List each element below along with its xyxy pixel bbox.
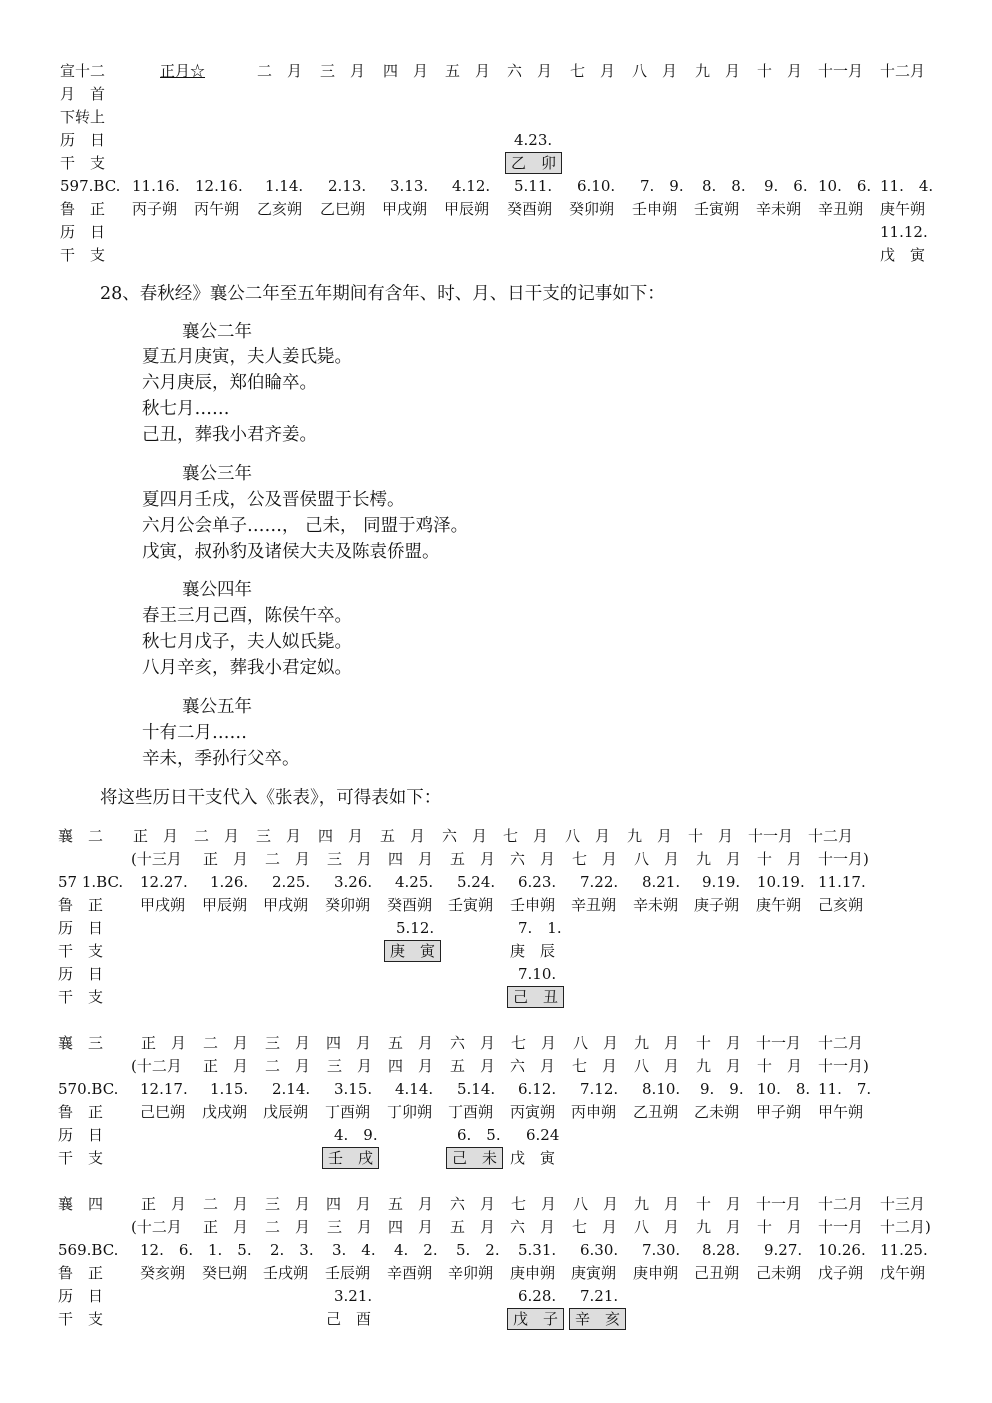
month-cell: 正 月 (203, 1218, 249, 1236)
month-cell: 六 月 (510, 1218, 556, 1236)
date-cell: 9. 9. (700, 1080, 744, 1098)
shuo-cell: 庚午朔 (880, 200, 926, 218)
row-label: 鲁 正 (60, 200, 106, 218)
date-cell: 12.17. (140, 1080, 188, 1098)
month-cell: 十一月) (818, 850, 869, 868)
month-cell: 六 月 (450, 1195, 496, 1213)
date-cell: 6.10. (577, 177, 616, 195)
month-cell: 七 月 (572, 1218, 618, 1236)
date-cell: 4. 2. (394, 1241, 438, 1259)
row-label: 干 支 (58, 988, 104, 1006)
row-label: 干 支 (60, 154, 106, 172)
date-row (0, 1078, 992, 1100)
month-cell: 三 月 (320, 62, 366, 80)
month-cell: 四 月 (383, 62, 429, 80)
month-cell: 六 月 (507, 62, 553, 80)
month-cell: 二 月 (265, 850, 311, 868)
shuo-cell: 壬辰朔 (325, 1264, 371, 1282)
date-cell: 7.22. (580, 873, 619, 891)
date-cell: 12.16. (195, 177, 243, 195)
month-cell: 十一月 (756, 1195, 802, 1213)
shuo-row (0, 198, 992, 220)
row-label: 月 首 (60, 85, 106, 103)
shuo-cell: 辛酉朔 (387, 1264, 433, 1282)
year-cell: 57 1.BC. (58, 873, 124, 891)
month-cell: 九 月 (696, 1057, 742, 1075)
shuo-cell: 癸亥朔 (140, 1264, 186, 1282)
date-cell: 4.12. (452, 177, 491, 195)
month-cell: 十 月 (696, 1195, 742, 1213)
date-cell: 3.15. (334, 1080, 373, 1098)
date-cell: 9.19. (702, 873, 741, 891)
section-title: 襄公二年 (182, 322, 252, 342)
date-cell: 7.12. (580, 1080, 619, 1098)
shuo-cell: 庚子朔 (694, 896, 740, 914)
ganzhi-cell: 己 酉 (326, 1310, 372, 1328)
month-cell: 四 月 (388, 1057, 434, 1075)
month-cell: 八 月 (573, 1195, 619, 1213)
month-cell: 九 月 (634, 1195, 680, 1213)
date-cell: 11.25. (880, 1241, 928, 1259)
shuo-cell: 壬寅朔 (448, 896, 494, 914)
month-cell: 七 月 (570, 62, 616, 80)
shuo-cell: 辛未朔 (633, 896, 679, 914)
month-cell: 十 月 (757, 1057, 803, 1075)
date-cell: 1.14. (265, 177, 304, 195)
date-cell: 6.12. (518, 1080, 557, 1098)
ganzhi-boxed: 庚 寅 (384, 940, 441, 962)
month-cell: 二 月 (257, 62, 303, 80)
shuo-cell: 戊子朔 (818, 1264, 864, 1282)
shuo-cell: 癸酉朔 (387, 896, 433, 914)
year-label: 襄 三 (58, 1034, 104, 1052)
intro-paragraph: 28、春秋经》襄公二年至五年期间有含年、时、月、日干支的记事如下： (100, 284, 665, 304)
year-cell: 597.BC. (60, 177, 121, 195)
year-label: 襄 四 (58, 1195, 104, 1213)
shuo-cell: 戊午朔 (880, 1264, 926, 1282)
date-cell: 10.19. (757, 873, 805, 891)
shuo-cell: 戊辰朔 (263, 1103, 309, 1121)
shuo-cell: 壬申朔 (510, 896, 556, 914)
date-cell: 10. 6. (818, 177, 872, 195)
row-label: 干 支 (58, 1310, 104, 1328)
row-label: 鲁 正 (58, 1103, 104, 1121)
date-cell: 5.31. (518, 1241, 557, 1259)
shuo-cell: 丙申朔 (571, 1103, 617, 1121)
month-cell: 六 月 (450, 1034, 496, 1052)
shuo-cell: 己未朔 (756, 1264, 802, 1282)
month-cell: 二 月 (203, 1034, 249, 1052)
shuo-cell: 壬戌朔 (263, 1264, 309, 1282)
record-line: 春王三月己酉，陈侯午卒。 (142, 606, 352, 626)
month-cell: 八 月 (634, 850, 680, 868)
shuo-cell: 丁酉朔 (448, 1103, 494, 1121)
month-cell: 三 月 (265, 1034, 311, 1052)
month-cell: 四 月 (388, 850, 434, 868)
month-cell: 十二月 (818, 1034, 864, 1052)
date-cell: 7.30. (642, 1241, 681, 1259)
date-cell: 3.21. (334, 1287, 373, 1305)
row-label: 历 日 (58, 1126, 104, 1144)
shuo-cell: 丁酉朔 (325, 1103, 371, 1121)
date-cell: 6. 5. (457, 1126, 501, 1144)
date-cell: 3. 4. (332, 1241, 376, 1259)
month-cell: 十一月 (818, 1218, 864, 1236)
date-cell: 5. 2. (456, 1241, 500, 1259)
date-cell: 12.27. (140, 873, 188, 891)
month-cell: 十二月) (880, 1218, 931, 1236)
section-title: 襄公五年 (182, 697, 252, 717)
month-cell: 十二月 (808, 827, 854, 845)
shuo-cell: 癸酉朔 (507, 200, 553, 218)
date-cell: 7. 1. (518, 919, 562, 937)
date-cell: 3.13. (390, 177, 429, 195)
date-cell: 8.21. (642, 873, 681, 891)
month-cell: 四 月 (326, 1034, 372, 1052)
date-cell: 4.25. (395, 873, 434, 891)
month-cell: (十二月 (131, 1218, 182, 1236)
date-cell: 4.23. (514, 131, 553, 149)
date-cell: 8. 8. (702, 177, 746, 195)
record-line: 夏四月壬戌，公及晋侯盟于长樗。 (142, 490, 405, 510)
month-cell: 九 月 (696, 850, 742, 868)
month-cell: 十 月 (696, 1034, 742, 1052)
shuo-cell: 癸巳朔 (202, 1264, 248, 1282)
record-line: 八月辛亥，葬我小君定姒。 (142, 658, 352, 678)
shuo-cell: 癸卯朔 (569, 200, 615, 218)
month-cell: 十三月 (880, 1195, 926, 1213)
record-line: 秋七月…… (142, 399, 230, 419)
date-cell: 10.26. (818, 1241, 866, 1259)
shuo-cell: 壬寅朔 (694, 200, 740, 218)
ganzhi-boxed: 壬 戌 (322, 1147, 379, 1169)
month-cell: 十 月 (757, 62, 803, 80)
date-cell: 7.21. (580, 1287, 619, 1305)
month-cell: 正 月 (141, 1034, 187, 1052)
month-cell: 三 月 (256, 827, 302, 845)
year-cell: 569.BC. (58, 1241, 119, 1259)
record-line: 十有二月…… (142, 723, 247, 743)
shuo-cell: 辛丑朔 (571, 896, 617, 914)
record-line: 夏五月庚寅，夫人姜氏毙。 (142, 347, 352, 367)
shuo-cell: 甲戌朔 (263, 896, 309, 914)
ganzhi-cell: 戊 寅 (510, 1149, 556, 1167)
date-cell: 2. 3. (270, 1241, 314, 1259)
shuo-cell: 辛未朔 (756, 200, 802, 218)
shuo-cell: 甲午朔 (818, 1103, 864, 1121)
shuo-cell: 乙未朔 (694, 1103, 740, 1121)
shuo-row (0, 894, 992, 916)
date-cell: 8.10. (642, 1080, 681, 1098)
month-header-row (0, 1193, 992, 1215)
row-label: 历 日 (60, 131, 106, 149)
month-cell: 二 月 (265, 1057, 311, 1075)
month-cell: 七 月 (511, 1034, 557, 1052)
record-line: 己丑，葬我小君齐姜。 (142, 425, 317, 445)
month-cell: 五 月 (380, 827, 426, 845)
month-cell: 十二月 (880, 62, 926, 80)
month-cell: 五 月 (388, 1034, 434, 1052)
row-label: 鲁 正 (58, 896, 104, 914)
month-cell: 八 月 (634, 1057, 680, 1075)
date-cell: 2.25. (272, 873, 311, 891)
date-cell: 11. 4. (880, 177, 934, 195)
month-cell: 六 月 (510, 850, 556, 868)
shuo-cell: 丙午朔 (194, 200, 240, 218)
date-cell: 6.24 (526, 1126, 560, 1144)
date-cell: 3.26. (334, 873, 373, 891)
ganzhi-boxed: 戊 子 (507, 1308, 564, 1330)
ganzhi-boxed: 辛 亥 (569, 1308, 626, 1330)
shuo-cell: 丙子朔 (132, 200, 178, 218)
row-label: 干 支 (58, 1149, 104, 1167)
month-cell: 二 月 (194, 827, 240, 845)
shuo-cell: 甲戌朔 (382, 200, 428, 218)
month-cell: 三 月 (265, 1195, 311, 1213)
month-cell: 七 月 (572, 850, 618, 868)
date-cell: 7. 9. (640, 177, 684, 195)
shuo-cell: 丙寅朔 (510, 1103, 556, 1121)
month-cell: 正月☆ (160, 62, 206, 80)
date-cell: 5.11. (514, 177, 553, 195)
record-line: 六月庚辰，郑伯睔卒。 (142, 373, 317, 393)
month-cell: 十一月) (818, 1057, 869, 1075)
month-cell: 八 月 (632, 62, 678, 80)
month-cell: 八 月 (634, 1218, 680, 1236)
date-cell: 5.12. (396, 919, 435, 937)
date-cell: 4.14. (395, 1080, 434, 1098)
date-cell: 2.13. (328, 177, 367, 195)
month-cell: 九 月 (696, 1218, 742, 1236)
month-cell: 五 月 (450, 1057, 496, 1075)
month-cell: 二 月 (265, 1218, 311, 1236)
date-cell: 1.15. (210, 1080, 249, 1098)
date-row (0, 1239, 992, 1261)
month-cell: 十 月 (757, 1218, 803, 1236)
date-cell: 5.24. (457, 873, 496, 891)
date-cell: 9. 6. (764, 177, 808, 195)
date-cell: 11. 7. (818, 1080, 872, 1098)
month-cell: 五 月 (445, 62, 491, 80)
month-cell: 二 月 (203, 1195, 249, 1213)
month-cell: 正 月 (133, 827, 179, 845)
month-cell: 正 月 (203, 1057, 249, 1075)
year-cell: 570.BC. (58, 1080, 119, 1098)
month-cell: 五 月 (450, 1218, 496, 1236)
month-header-row (0, 825, 992, 847)
date-row (0, 871, 992, 893)
date-row (0, 175, 992, 197)
month-header-row (0, 1032, 992, 1054)
date-cell: 6.30. (580, 1241, 619, 1259)
date-cell: 5.14. (457, 1080, 496, 1098)
date-cell: 4. 9. (334, 1126, 378, 1144)
date-cell: 11.16. (132, 177, 180, 195)
month-cell: 十 月 (757, 850, 803, 868)
month-cell: 三 月 (327, 850, 373, 868)
month-cell: 六 月 (510, 1057, 556, 1075)
shuo-cell: 甲戌朔 (140, 896, 186, 914)
month-cell: 六 月 (442, 827, 488, 845)
month-cell: 七 月 (503, 827, 549, 845)
ganzhi-cell: 戊 寅 (880, 246, 926, 264)
month-cell: (十三月 (131, 850, 182, 868)
month-cell: 七 月 (572, 1057, 618, 1075)
date-cell: 1.26. (210, 873, 249, 891)
shuo-cell: 甲辰朔 (444, 200, 490, 218)
month-cell: 八 月 (565, 827, 611, 845)
month-alt-row (0, 1216, 992, 1238)
lead-paragraph: 将这些历日干支代入《张表》，可得表如下： (100, 788, 442, 808)
shuo-row (0, 1101, 992, 1123)
shuo-row (0, 1262, 992, 1284)
month-alt-row (0, 848, 992, 870)
shuo-cell: 乙丑朔 (633, 1103, 679, 1121)
month-cell: 九 月 (695, 62, 741, 80)
date-cell: 10. 8. (757, 1080, 811, 1098)
month-cell: 十二月 (818, 1195, 864, 1213)
date-cell: 11.17. (818, 873, 866, 891)
date-cell: 1. 5. (208, 1241, 252, 1259)
month-header-row (0, 60, 992, 82)
month-alt-row (0, 1055, 992, 1077)
shuo-cell: 庚申朔 (510, 1264, 556, 1282)
date-cell: 9.27. (764, 1241, 803, 1259)
date-cell: 7.10. (518, 965, 557, 983)
month-cell: 十 月 (688, 827, 734, 845)
shuo-cell: 己巳朔 (140, 1103, 186, 1121)
record-line: 辛未，季孙行父卒。 (142, 749, 300, 769)
row-label: 历 日 (58, 1287, 104, 1305)
shuo-cell: 庚午朔 (756, 896, 802, 914)
month-cell: 三 月 (327, 1218, 373, 1236)
month-cell: 五 月 (388, 1195, 434, 1213)
row-label: 下转上 (60, 108, 106, 126)
month-cell: 十一月 (748, 827, 794, 845)
shuo-cell: 庚寅朔 (571, 1264, 617, 1282)
month-cell: 四 月 (388, 1218, 434, 1236)
month-cell: 九 月 (627, 827, 673, 845)
shuo-cell: 乙亥朔 (257, 200, 303, 218)
date-cell: 6.23. (518, 873, 557, 891)
record-line: 戊寅，叔孙豹及诸侯大夫及陈袁侨盟。 (142, 542, 440, 562)
shuo-cell: 戊戌朔 (202, 1103, 248, 1121)
row-label: 干 支 (60, 246, 106, 264)
row-label: 历 日 (58, 919, 104, 937)
ganzhi-boxed: 己 丑 (507, 986, 564, 1008)
month-cell: 十一月 (818, 62, 864, 80)
month-cell: 四 月 (326, 1195, 372, 1213)
shuo-cell: 甲辰朔 (202, 896, 248, 914)
month-cell: 五 月 (450, 850, 496, 868)
year-label: 襄 二 (58, 827, 104, 845)
month-cell: 三 月 (327, 1057, 373, 1075)
date-cell: 11.12. (880, 223, 928, 241)
shuo-cell: 丁卯朔 (387, 1103, 433, 1121)
month-cell: 正 月 (141, 1195, 187, 1213)
ganzhi-boxed: 己 未 (446, 1147, 503, 1169)
row-label: 历 日 (60, 223, 106, 241)
month-cell: (十二月 (131, 1057, 182, 1075)
month-cell: 七 月 (511, 1195, 557, 1213)
date-cell: 6.28. (518, 1287, 557, 1305)
section-title: 襄公四年 (182, 580, 252, 600)
row-label: 干 支 (58, 942, 104, 960)
shuo-cell: 辛卯朔 (448, 1264, 494, 1282)
shuo-cell: 己亥朔 (818, 896, 864, 914)
record-line: 六月公会单子……， 己未， 同盟于鸡泽。 (142, 516, 469, 536)
shuo-cell: 甲子朔 (756, 1103, 802, 1121)
shuo-cell: 己丑朔 (694, 1264, 740, 1282)
date-cell: 8.28. (702, 1241, 741, 1259)
record-line: 秋七月戊子，夫人姒氏毙。 (142, 632, 352, 652)
ganzhi-boxed: 乙 卯 (505, 152, 562, 174)
ganzhi-cell: 庚 辰 (510, 942, 556, 960)
row-label: 鲁 正 (58, 1264, 104, 1282)
month-cell: 四 月 (318, 827, 364, 845)
shuo-cell: 癸卯朔 (325, 896, 371, 914)
month-cell: 八 月 (573, 1034, 619, 1052)
shuo-cell: 辛丑朔 (818, 200, 864, 218)
month-cell: 九 月 (634, 1034, 680, 1052)
section-title: 襄公三年 (182, 464, 252, 484)
year-label: 宣十二 (60, 62, 106, 80)
month-cell: 十一月 (756, 1034, 802, 1052)
date-cell: 12. 6. (140, 1241, 194, 1259)
shuo-cell: 庚申朔 (633, 1264, 679, 1282)
date-cell: 2.14. (272, 1080, 311, 1098)
row-label: 历 日 (58, 965, 104, 983)
shuo-cell: 乙巳朔 (320, 200, 366, 218)
month-cell: 正 月 (203, 850, 249, 868)
shuo-cell: 壬申朔 (632, 200, 678, 218)
